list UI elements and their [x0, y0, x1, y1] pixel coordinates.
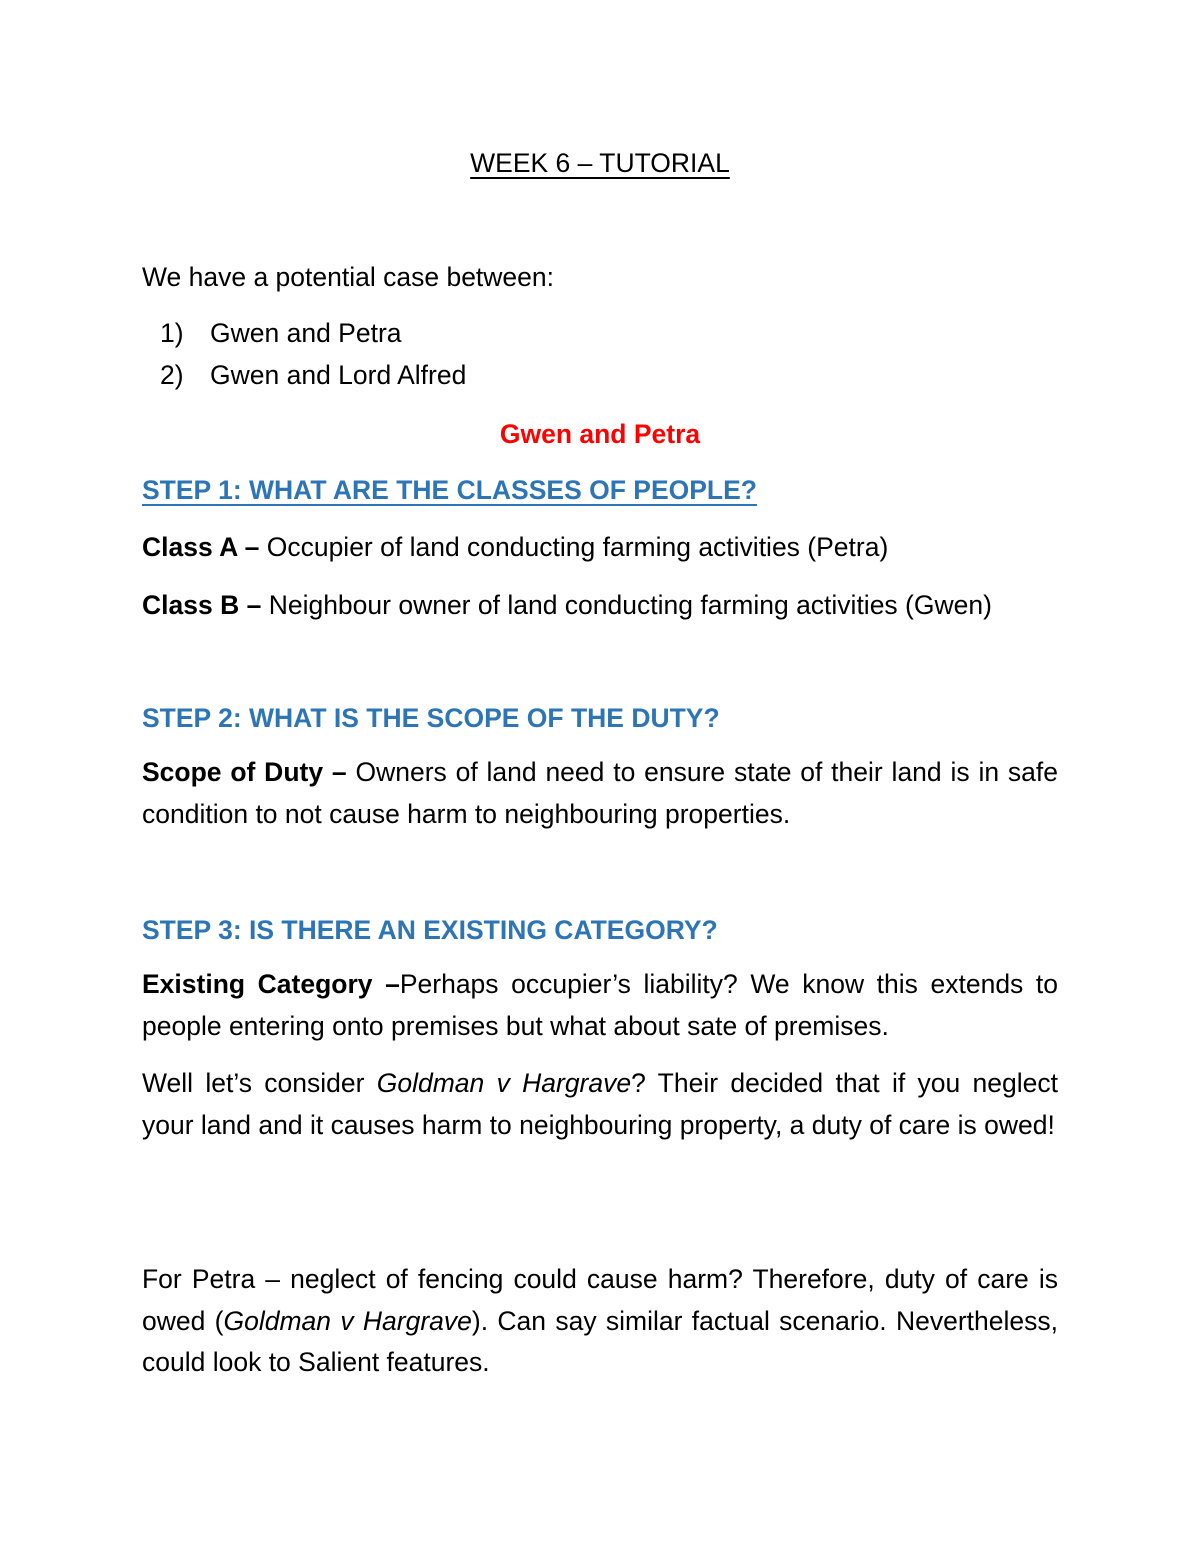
intro-text: We have a potential case between:	[142, 262, 555, 292]
goldman-text-before: Well let’s consider	[142, 1068, 377, 1098]
step3-heading: STEP 3: IS THERE AN EXISTING CATEGORY?	[142, 915, 718, 945]
petra-text-after: ). Can say similar factual scenario. Nevertheless, could look to Salient features.	[142, 1305, 1058, 1377]
existing-category-paragraph	[142, 964, 1058, 1047]
goldman-paragraph	[142, 1063, 1058, 1146]
list-number: 1)	[160, 318, 184, 348]
class-a-label: Class A –	[142, 532, 260, 562]
goldman-text-after: ? Their decided that if you neglect your land and it causes harm to neighbouring property, a duty of care is owed!	[142, 1068, 1058, 1140]
list-number: 2)	[160, 360, 184, 390]
class-a-text: Occupier of land conducting farming activities (Petra)	[259, 532, 889, 562]
page-title: WEEK 6 – TUTORIAL	[470, 148, 730, 178]
class-b-text: Neighbour owner of land conducting farming activities (Gwen)	[261, 590, 992, 620]
case-citation: Goldman v Hargrave	[223, 1305, 472, 1336]
scope-paragraph	[142, 752, 1058, 835]
section-heading: Gwen and Petra	[499, 419, 701, 449]
class-b-line	[142, 592, 992, 619]
class-b-label: Class B –	[142, 590, 262, 620]
existing-category-text: Perhaps occupier’s liability? We know this extends to people entering onto premises but what about sate of premises.	[142, 969, 1058, 1041]
scope-text: Owners of land need to ensure state of their land is in safe condition to not cause harm to neighbouring properties.	[142, 757, 1058, 829]
list-item	[160, 320, 402, 347]
step2-heading: STEP 2: WHAT IS THE SCOPE OF THE DUTY?	[142, 703, 720, 733]
scope-label: Scope of Duty –	[142, 757, 347, 787]
list-item-text: Gwen and Lord Alfred	[210, 360, 467, 390]
list-item	[160, 362, 466, 389]
class-a-line	[142, 534, 888, 561]
petra-paragraph	[142, 1259, 1058, 1384]
case-citation: Goldman v Hargrave	[376, 1068, 632, 1098]
petra-text-before: For Petra – neglect of fencing could cause harm? Therefore, duty of care is owed (	[142, 1264, 1058, 1336]
step1-heading: STEP 1: WHAT ARE THE CLASSES OF PEOPLE?	[142, 475, 757, 505]
existing-category-label: Existing Category –	[142, 969, 400, 999]
list-item-text: Gwen and Petra	[210, 318, 402, 348]
